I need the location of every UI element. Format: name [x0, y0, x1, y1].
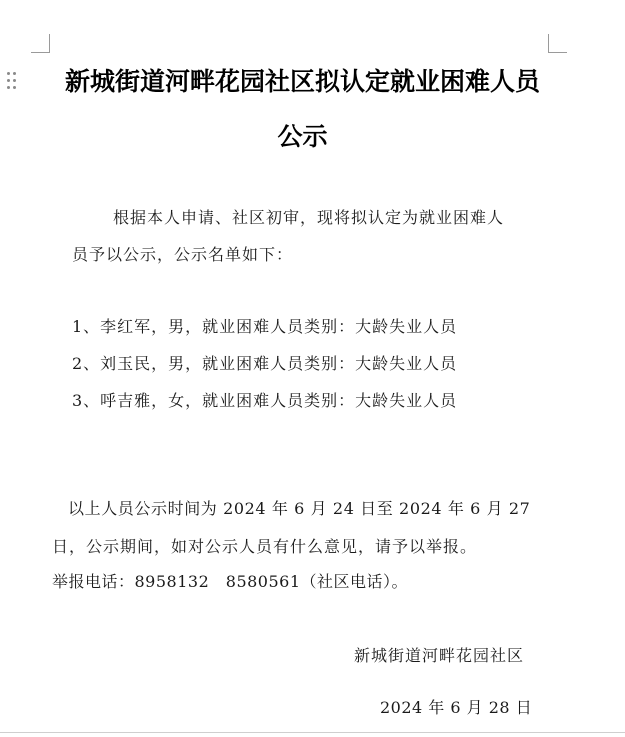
list-item: 3、呼吉雅，女，就业困难人员类别：大龄失业人员	[72, 391, 458, 410]
intro-paragraph-line1: 根据本人申请、社区初审，现将拟认定为就业困难人	[113, 208, 505, 227]
page-corner-mark-top-right	[548, 34, 567, 53]
page-corner-mark-top-left	[31, 34, 50, 53]
page-bottom-divider	[0, 732, 625, 733]
document-title: 新城街道河畔花园社区拟认定就业困难人员	[64, 67, 540, 96]
intro-paragraph-line2: 员予以公示，公示名单如下：	[72, 245, 294, 264]
document-title-line2: 公示	[277, 122, 328, 151]
signature-organization: 新城街道河畔花园社区	[354, 646, 525, 665]
report-phone-line: 举报电话：8958132 8580561（社区电话）。	[52, 572, 409, 591]
notice-paragraph-line1: 以上人员公示时间为 2024 年 6 月 24 日至 2024 年 6 月 27	[68, 499, 531, 518]
signature-date: 2024 年 6 月 28 日	[380, 698, 533, 717]
list-item: 2、刘玉民，男，就业困难人员类别：大龄失业人员	[72, 354, 458, 373]
drag-handle-icon[interactable]	[7, 72, 19, 92]
notice-paragraph-line2: 日，公示期间，如对公示人员有什么意见，请予以举报。	[52, 537, 478, 556]
list-item: 1、李红军，男，就业困难人员类别：大龄失业人员	[72, 317, 458, 336]
